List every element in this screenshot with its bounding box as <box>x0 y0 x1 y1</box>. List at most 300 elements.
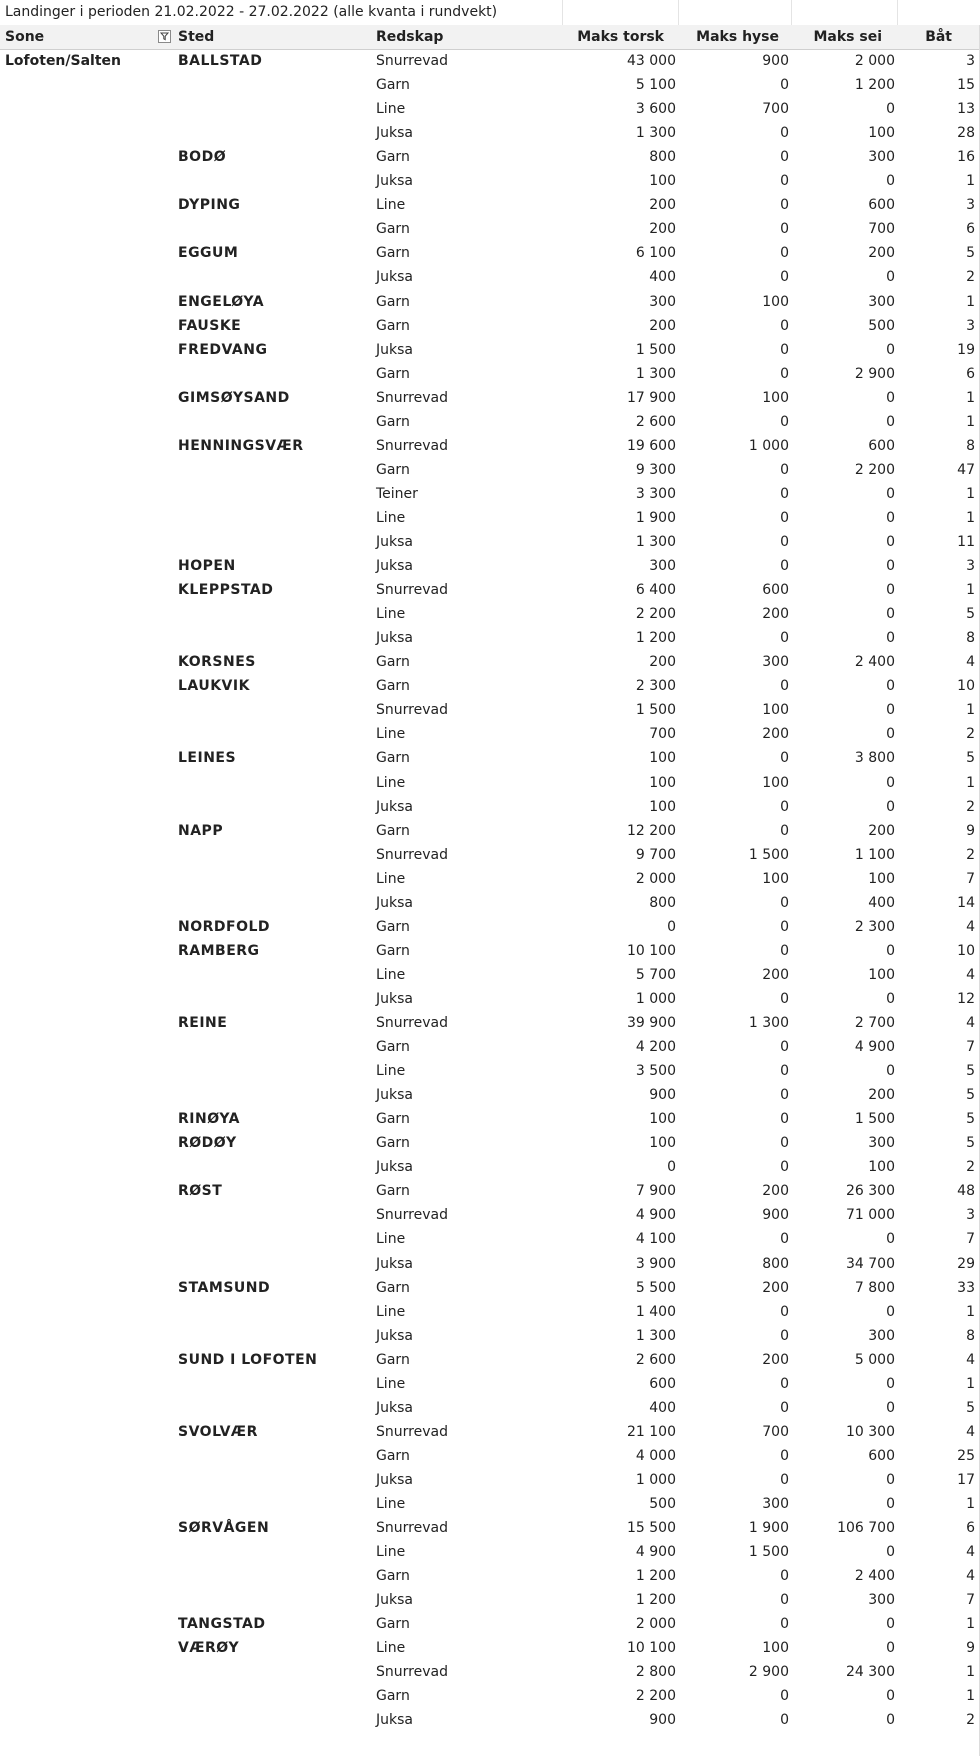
maks-sei-cell: 7 800 <box>854 1279 895 1296</box>
table-row <box>0 218 980 242</box>
redskap-cell: Teiner <box>376 485 418 502</box>
maks-sei-cell: 0 <box>886 1063 895 1080</box>
maks-torsk-cell: 5 100 <box>635 77 676 94</box>
maks-hyse-cell: 300 <box>762 654 789 671</box>
table-row <box>0 1373 980 1397</box>
table-row <box>0 844 980 868</box>
maks-torsk-cell: 5 500 <box>635 1279 676 1296</box>
header-maks-sei[interactable]: Maks sei <box>813 29 882 45</box>
bat-cell: 17 <box>957 1471 975 1488</box>
maks-hyse-cell: 0 <box>780 990 789 1007</box>
maks-hyse-cell: 0 <box>780 1111 789 1128</box>
maks-hyse-cell: 0 <box>780 1399 789 1416</box>
bat-cell: 2 <box>966 269 975 286</box>
table-row <box>0 1301 980 1325</box>
maks-hyse-cell: 0 <box>780 942 789 959</box>
maks-sei-cell: 0 <box>886 1616 895 1633</box>
bat-cell: 5 <box>966 1063 975 1080</box>
maks-sei-cell: 200 <box>868 1087 895 1104</box>
maks-torsk-cell: 1 200 <box>635 630 676 647</box>
maks-hyse-cell: 600 <box>762 582 789 599</box>
maks-sei-cell: 2 700 <box>854 1015 895 1031</box>
maks-torsk-cell: 200 <box>649 654 676 671</box>
header-bat[interactable]: Båt <box>925 29 952 45</box>
bat-cell: 4 <box>966 1544 975 1561</box>
bat-cell: 1 <box>966 1616 975 1633</box>
sted-cell: DYPING <box>178 197 241 214</box>
report-title: Landinger i perioden 21.02.2022 - 27.02.2022 (alle kvanta i rundvekt) <box>5 4 498 20</box>
redskap-cell: Line <box>376 966 406 983</box>
maks-sei-cell: 600 <box>868 437 895 454</box>
table-row <box>0 291 980 315</box>
table-row <box>0 1421 980 1445</box>
maks-torsk-cell: 2 000 <box>635 1616 676 1633</box>
maks-sei-cell: 200 <box>868 822 895 839</box>
maks-torsk-cell: 1 500 <box>635 341 676 358</box>
maks-sei-cell: 100 <box>868 125 895 142</box>
maks-sei-cell: 2 200 <box>854 461 895 478</box>
maks-sei-cell: 0 <box>886 509 895 526</box>
sted-cell: RØST <box>178 1183 223 1200</box>
header-sted[interactable]: Sted <box>178 29 215 45</box>
maks-sei-cell: 100 <box>868 1159 895 1176</box>
maks-sei-cell: 200 <box>868 245 895 262</box>
bat-cell: 3 <box>966 1207 975 1224</box>
bat-cell: 3 <box>966 197 975 214</box>
bat-cell: 6 <box>966 221 975 238</box>
table-row <box>0 1517 980 1541</box>
maks-sei-cell: 0 <box>886 798 895 815</box>
redskap-cell: Line <box>376 1544 406 1561</box>
redskap-cell: Snurrevad <box>376 582 448 599</box>
redskap-cell: Garn <box>376 317 410 334</box>
maks-torsk-cell: 100 <box>649 1135 676 1152</box>
maks-hyse-cell: 0 <box>780 1087 789 1104</box>
redskap-cell: Snurrevad <box>376 53 448 69</box>
maks-hyse-cell: 0 <box>780 894 789 911</box>
redskap-cell: Garn <box>376 1183 410 1200</box>
table-row <box>0 747 980 771</box>
table-row <box>0 1108 980 1132</box>
redskap-cell: Juksa <box>376 1471 413 1488</box>
table-row <box>0 1397 980 1421</box>
maks-hyse-cell: 0 <box>780 221 789 238</box>
table-row <box>0 1228 980 1252</box>
table-row <box>0 459 980 483</box>
maks-hyse-cell: 200 <box>762 966 789 983</box>
maks-sei-cell: 0 <box>886 1303 895 1320</box>
maks-sei-cell: 0 <box>886 702 895 719</box>
sted-cell: NORDFOLD <box>178 918 271 935</box>
maks-torsk-cell: 1 400 <box>635 1303 676 1320</box>
maks-hyse-cell: 100 <box>762 774 789 791</box>
table-row <box>0 723 980 747</box>
maks-torsk-cell: 5 700 <box>635 966 676 983</box>
bat-cell: 14 <box>957 894 975 911</box>
column-header-row <box>0 25 980 50</box>
table-row <box>0 1541 980 1565</box>
maks-sei-cell: 71 000 <box>846 1207 895 1224</box>
maks-sei-cell: 300 <box>868 1327 895 1344</box>
bat-cell: 8 <box>966 630 975 647</box>
bat-cell: 9 <box>966 822 975 839</box>
maks-torsk-cell: 2 000 <box>635 870 676 887</box>
bat-cell: 1 <box>966 413 975 430</box>
maks-torsk-cell: 6 400 <box>635 582 676 599</box>
maks-sei-cell: 300 <box>868 149 895 166</box>
maks-hyse-cell: 0 <box>780 1135 789 1152</box>
maks-sei-cell: 26 300 <box>846 1183 895 1200</box>
maks-hyse-cell: 100 <box>762 1640 789 1657</box>
bat-cell: 10 <box>957 678 975 695</box>
header-maks-torsk[interactable]: Maks torsk <box>577 29 664 45</box>
maks-torsk-cell: 600 <box>649 1375 676 1392</box>
table-row <box>0 796 980 820</box>
bat-cell: 1 <box>966 485 975 502</box>
maks-torsk-cell: 7 900 <box>635 1183 676 1200</box>
maks-torsk-cell: 4 900 <box>635 1544 676 1561</box>
sted-cell: RAMBERG <box>178 942 260 959</box>
table-row <box>0 1469 980 1493</box>
maks-torsk-cell: 200 <box>649 197 676 214</box>
maks-torsk-cell: 800 <box>649 894 676 911</box>
maks-hyse-cell: 200 <box>762 1183 789 1200</box>
table-row <box>0 1132 980 1156</box>
maks-hyse-cell: 0 <box>780 798 789 815</box>
maks-sei-cell: 0 <box>886 942 895 959</box>
redskap-cell: Juksa <box>376 798 413 815</box>
bat-cell: 1 <box>966 173 975 190</box>
sted-cell: RØDØY <box>178 1135 237 1152</box>
redskap-cell: Snurrevad <box>376 1423 448 1440</box>
bat-cell: 16 <box>957 149 975 166</box>
maks-sei-cell: 0 <box>886 558 895 575</box>
maks-hyse-cell: 0 <box>780 558 789 575</box>
sted-cell: VÆRØY <box>178 1640 240 1657</box>
maks-torsk-cell: 3 500 <box>635 1063 676 1080</box>
table-row <box>0 1493 980 1517</box>
maks-hyse-cell: 0 <box>780 485 789 502</box>
table-row <box>0 699 980 723</box>
maks-hyse-cell: 300 <box>762 1496 789 1512</box>
maks-torsk-cell: 4 000 <box>635 1447 676 1464</box>
table-row <box>0 820 980 844</box>
table-row <box>0 74 980 98</box>
redskap-cell: Garn <box>376 461 410 478</box>
table-row <box>0 1060 980 1084</box>
bat-cell: 4 <box>966 654 975 671</box>
filter-icon[interactable] <box>158 30 171 43</box>
table-row <box>0 242 980 266</box>
bat-cell: 9 <box>966 1640 975 1657</box>
bat-cell: 1 <box>966 509 975 526</box>
redskap-cell: Line <box>376 1640 406 1657</box>
redskap-cell: Garn <box>376 1351 410 1368</box>
maks-hyse-cell: 0 <box>780 750 789 767</box>
redskap-cell: Garn <box>376 245 410 262</box>
maks-hyse-cell: 200 <box>762 1279 789 1296</box>
redskap-cell: Garn <box>376 221 410 238</box>
table-row <box>0 988 980 1012</box>
maks-sei-cell: 2 300 <box>854 918 895 935</box>
maks-hyse-cell: 0 <box>780 1471 789 1488</box>
maks-torsk-cell: 2 200 <box>635 1688 676 1705</box>
bat-cell: 3 <box>966 558 975 575</box>
maks-sei-cell: 0 <box>886 582 895 599</box>
bat-cell: 33 <box>957 1279 975 1296</box>
maks-sei-cell: 300 <box>868 1592 895 1609</box>
maks-torsk-cell: 10 100 <box>627 1640 676 1657</box>
bat-cell: 28 <box>957 125 975 142</box>
header-maks-hyse[interactable]: Maks hyse <box>696 29 779 45</box>
redskap-cell: Garn <box>376 942 410 959</box>
maks-torsk-cell: 400 <box>649 1399 676 1416</box>
sted-cell: BODØ <box>178 149 227 166</box>
maks-hyse-cell: 0 <box>780 1375 789 1392</box>
bat-cell: 1 <box>966 1496 975 1512</box>
table-row <box>0 1565 980 1589</box>
maks-sei-cell: 300 <box>868 293 895 310</box>
maks-hyse-cell: 200 <box>762 726 789 743</box>
maks-hyse-cell: 0 <box>780 1447 789 1464</box>
maks-sei-cell: 500 <box>868 317 895 334</box>
redskap-cell: Line <box>376 726 406 743</box>
maks-torsk-cell: 1 500 <box>635 702 676 719</box>
table-row <box>0 1012 980 1036</box>
sted-cell: FREDVANG <box>178 341 268 358</box>
table-row <box>0 627 980 651</box>
sted-cell: SUND I LOFOTEN <box>178 1351 318 1368</box>
maks-sei-cell: 0 <box>886 1544 895 1561</box>
maks-sei-cell: 0 <box>886 1471 895 1488</box>
table-row <box>0 507 980 531</box>
table-row <box>0 1156 980 1180</box>
maks-torsk-cell: 200 <box>649 221 676 238</box>
redskap-cell: Line <box>376 509 406 526</box>
maks-sei-cell: 3 800 <box>854 750 895 767</box>
table-row <box>0 339 980 363</box>
maks-torsk-cell: 500 <box>649 1496 676 1512</box>
table-row <box>0 1325 980 1349</box>
bat-cell: 7 <box>966 1039 975 1056</box>
redskap-cell: Juksa <box>376 1255 413 1272</box>
maks-sei-cell: 2 400 <box>854 654 895 671</box>
redskap-cell: Garn <box>376 1111 410 1128</box>
sone-cell: Lofoten/Salten <box>5 53 121 69</box>
maks-torsk-cell: 0 <box>667 1159 676 1176</box>
sted-cell: TANGSTAD <box>178 1616 266 1633</box>
bat-cell: 6 <box>966 1520 975 1537</box>
maks-sei-cell: 600 <box>868 1447 895 1464</box>
bat-cell: 4 <box>966 918 975 935</box>
sted-cell: FAUSKE <box>178 317 242 334</box>
maks-torsk-cell: 2 200 <box>635 606 676 623</box>
table-row <box>0 387 980 411</box>
redskap-cell: Juksa <box>376 894 413 911</box>
sted-cell: LEINES <box>178 750 237 767</box>
maks-torsk-cell: 12 200 <box>627 822 676 839</box>
redskap-cell: Line <box>376 606 406 623</box>
maks-torsk-cell: 10 100 <box>627 942 676 959</box>
maks-torsk-cell: 100 <box>649 173 676 190</box>
bat-cell: 1 <box>966 1664 975 1681</box>
maks-sei-cell: 0 <box>886 726 895 743</box>
table-row <box>0 483 980 507</box>
maks-torsk-cell: 300 <box>649 558 676 575</box>
redskap-cell: Juksa <box>376 990 413 1007</box>
table-row <box>0 266 980 290</box>
bat-cell: 2 <box>966 726 975 743</box>
maks-sei-cell: 0 <box>886 1640 895 1657</box>
table-row <box>0 651 980 675</box>
maks-hyse-cell: 100 <box>762 702 789 719</box>
maks-torsk-cell: 1 300 <box>635 125 676 142</box>
table-row <box>0 916 980 940</box>
maks-sei-cell: 0 <box>886 389 895 406</box>
maks-torsk-cell: 2 300 <box>635 678 676 695</box>
bat-cell: 11 <box>957 534 975 550</box>
bat-cell: 7 <box>966 1231 975 1248</box>
cell-divider <box>562 0 563 25</box>
redskap-cell: Line <box>376 1375 406 1392</box>
maks-torsk-cell: 0 <box>667 918 676 935</box>
table-row <box>0 146 980 170</box>
bat-cell: 8 <box>966 437 975 454</box>
maks-sei-cell: 0 <box>886 1375 895 1392</box>
maks-hyse-cell: 0 <box>780 197 789 214</box>
table-row <box>0 940 980 964</box>
maks-sei-cell: 100 <box>868 966 895 983</box>
redskap-cell: Garn <box>376 822 410 839</box>
header-sone[interactable]: Sone <box>5 29 45 45</box>
redskap-cell: Line <box>376 1496 406 1512</box>
maks-hyse-cell: 200 <box>762 1351 789 1368</box>
maks-sei-cell: 1 200 <box>854 77 895 94</box>
sted-cell: ENGELØYA <box>178 293 265 310</box>
maks-sei-cell: 0 <box>886 485 895 502</box>
maks-sei-cell: 2 400 <box>854 1568 895 1585</box>
table-row <box>0 1613 980 1637</box>
table-row <box>0 1253 980 1277</box>
bat-cell: 1 <box>966 1303 975 1320</box>
redskap-cell: Line <box>376 101 406 118</box>
table-row <box>0 772 980 796</box>
table-row <box>0 1589 980 1613</box>
bat-cell: 5 <box>966 1135 975 1152</box>
maks-torsk-cell: 100 <box>649 774 676 791</box>
maks-sei-cell: 0 <box>886 1712 895 1729</box>
maks-torsk-cell: 21 100 <box>627 1423 676 1440</box>
table-row <box>0 1084 980 1108</box>
table-row <box>0 1661 980 1685</box>
bat-cell: 1 <box>966 1688 975 1705</box>
maks-torsk-cell: 1 300 <box>635 365 676 382</box>
maks-torsk-cell: 100 <box>649 798 676 815</box>
bat-cell: 5 <box>966 1111 975 1128</box>
maks-hyse-cell: 0 <box>780 77 789 94</box>
maks-hyse-cell: 0 <box>780 1568 789 1585</box>
maks-sei-cell: 10 300 <box>846 1423 895 1440</box>
maks-torsk-cell: 900 <box>649 1712 676 1729</box>
maks-sei-cell: 0 <box>886 269 895 286</box>
bat-cell: 2 <box>966 1712 975 1729</box>
table-row <box>0 1277 980 1301</box>
bat-cell: 5 <box>966 245 975 262</box>
maks-hyse-cell: 0 <box>780 413 789 430</box>
redskap-cell: Line <box>376 1231 406 1248</box>
maks-hyse-cell: 0 <box>780 461 789 478</box>
sted-cell: GIMSØYSAND <box>178 389 290 406</box>
bat-cell: 7 <box>966 1592 975 1609</box>
header-redskap[interactable]: Redskap <box>376 29 444 45</box>
maks-hyse-cell: 700 <box>762 1423 789 1440</box>
redskap-cell: Garn <box>376 1616 410 1633</box>
maks-torsk-cell: 39 900 <box>627 1015 676 1031</box>
redskap-cell: Garn <box>376 365 410 382</box>
bat-cell: 5 <box>966 750 975 767</box>
maks-torsk-cell: 700 <box>649 726 676 743</box>
sted-cell: HENNINGSVÆR <box>178 437 304 454</box>
bat-cell: 1 <box>966 389 975 406</box>
maks-hyse-cell: 800 <box>762 1255 789 1272</box>
maks-hyse-cell: 0 <box>780 173 789 190</box>
redskap-cell: Garn <box>376 149 410 166</box>
maks-hyse-cell: 0 <box>780 1039 789 1056</box>
bat-cell: 3 <box>966 317 975 334</box>
table-row <box>0 50 980 74</box>
maks-torsk-cell: 4 200 <box>635 1039 676 1056</box>
redskap-cell: Juksa <box>376 1712 413 1729</box>
maks-torsk-cell: 9 700 <box>635 846 676 863</box>
bat-cell: 2 <box>966 846 975 863</box>
maks-sei-cell: 0 <box>886 990 895 1007</box>
redskap-cell: Juksa <box>376 1159 413 1176</box>
redskap-cell: Snurrevad <box>376 437 448 454</box>
maks-torsk-cell: 900 <box>649 1087 676 1104</box>
sted-cell: SVOLVÆR <box>178 1423 258 1440</box>
bat-cell: 1 <box>966 293 975 310</box>
bat-cell: 6 <box>966 365 975 382</box>
redskap-cell: Line <box>376 774 406 791</box>
maks-sei-cell: 34 700 <box>846 1255 895 1272</box>
maks-torsk-cell: 1 300 <box>635 534 676 550</box>
maks-sei-cell: 0 <box>886 630 895 647</box>
maks-hyse-cell: 0 <box>780 1063 789 1080</box>
maks-sei-cell: 0 <box>886 1496 895 1512</box>
bat-cell: 5 <box>966 1399 975 1416</box>
filter-glyph <box>159 31 170 42</box>
maks-torsk-cell: 4 100 <box>635 1231 676 1248</box>
maks-sei-cell: 0 <box>886 534 895 550</box>
sted-cell: REINE <box>178 1015 228 1031</box>
maks-sei-cell: 5 000 <box>854 1351 895 1368</box>
title-bar <box>0 0 980 26</box>
maks-torsk-cell: 4 900 <box>635 1207 676 1224</box>
maks-hyse-cell: 100 <box>762 870 789 887</box>
cell-divider <box>791 0 792 25</box>
sted-cell: KORSNES <box>178 654 256 671</box>
maks-sei-cell: 1 100 <box>854 846 895 863</box>
maks-hyse-cell: 0 <box>780 630 789 647</box>
redskap-cell: Juksa <box>376 173 413 190</box>
bat-cell: 10 <box>957 942 975 959</box>
maks-sei-cell: 24 300 <box>846 1664 895 1681</box>
cell-divider <box>678 0 679 25</box>
maks-sei-cell: 0 <box>886 1688 895 1705</box>
maks-hyse-cell: 0 <box>780 678 789 695</box>
redskap-cell: Garn <box>376 918 410 935</box>
redskap-cell: Snurrevad <box>376 1520 448 1537</box>
